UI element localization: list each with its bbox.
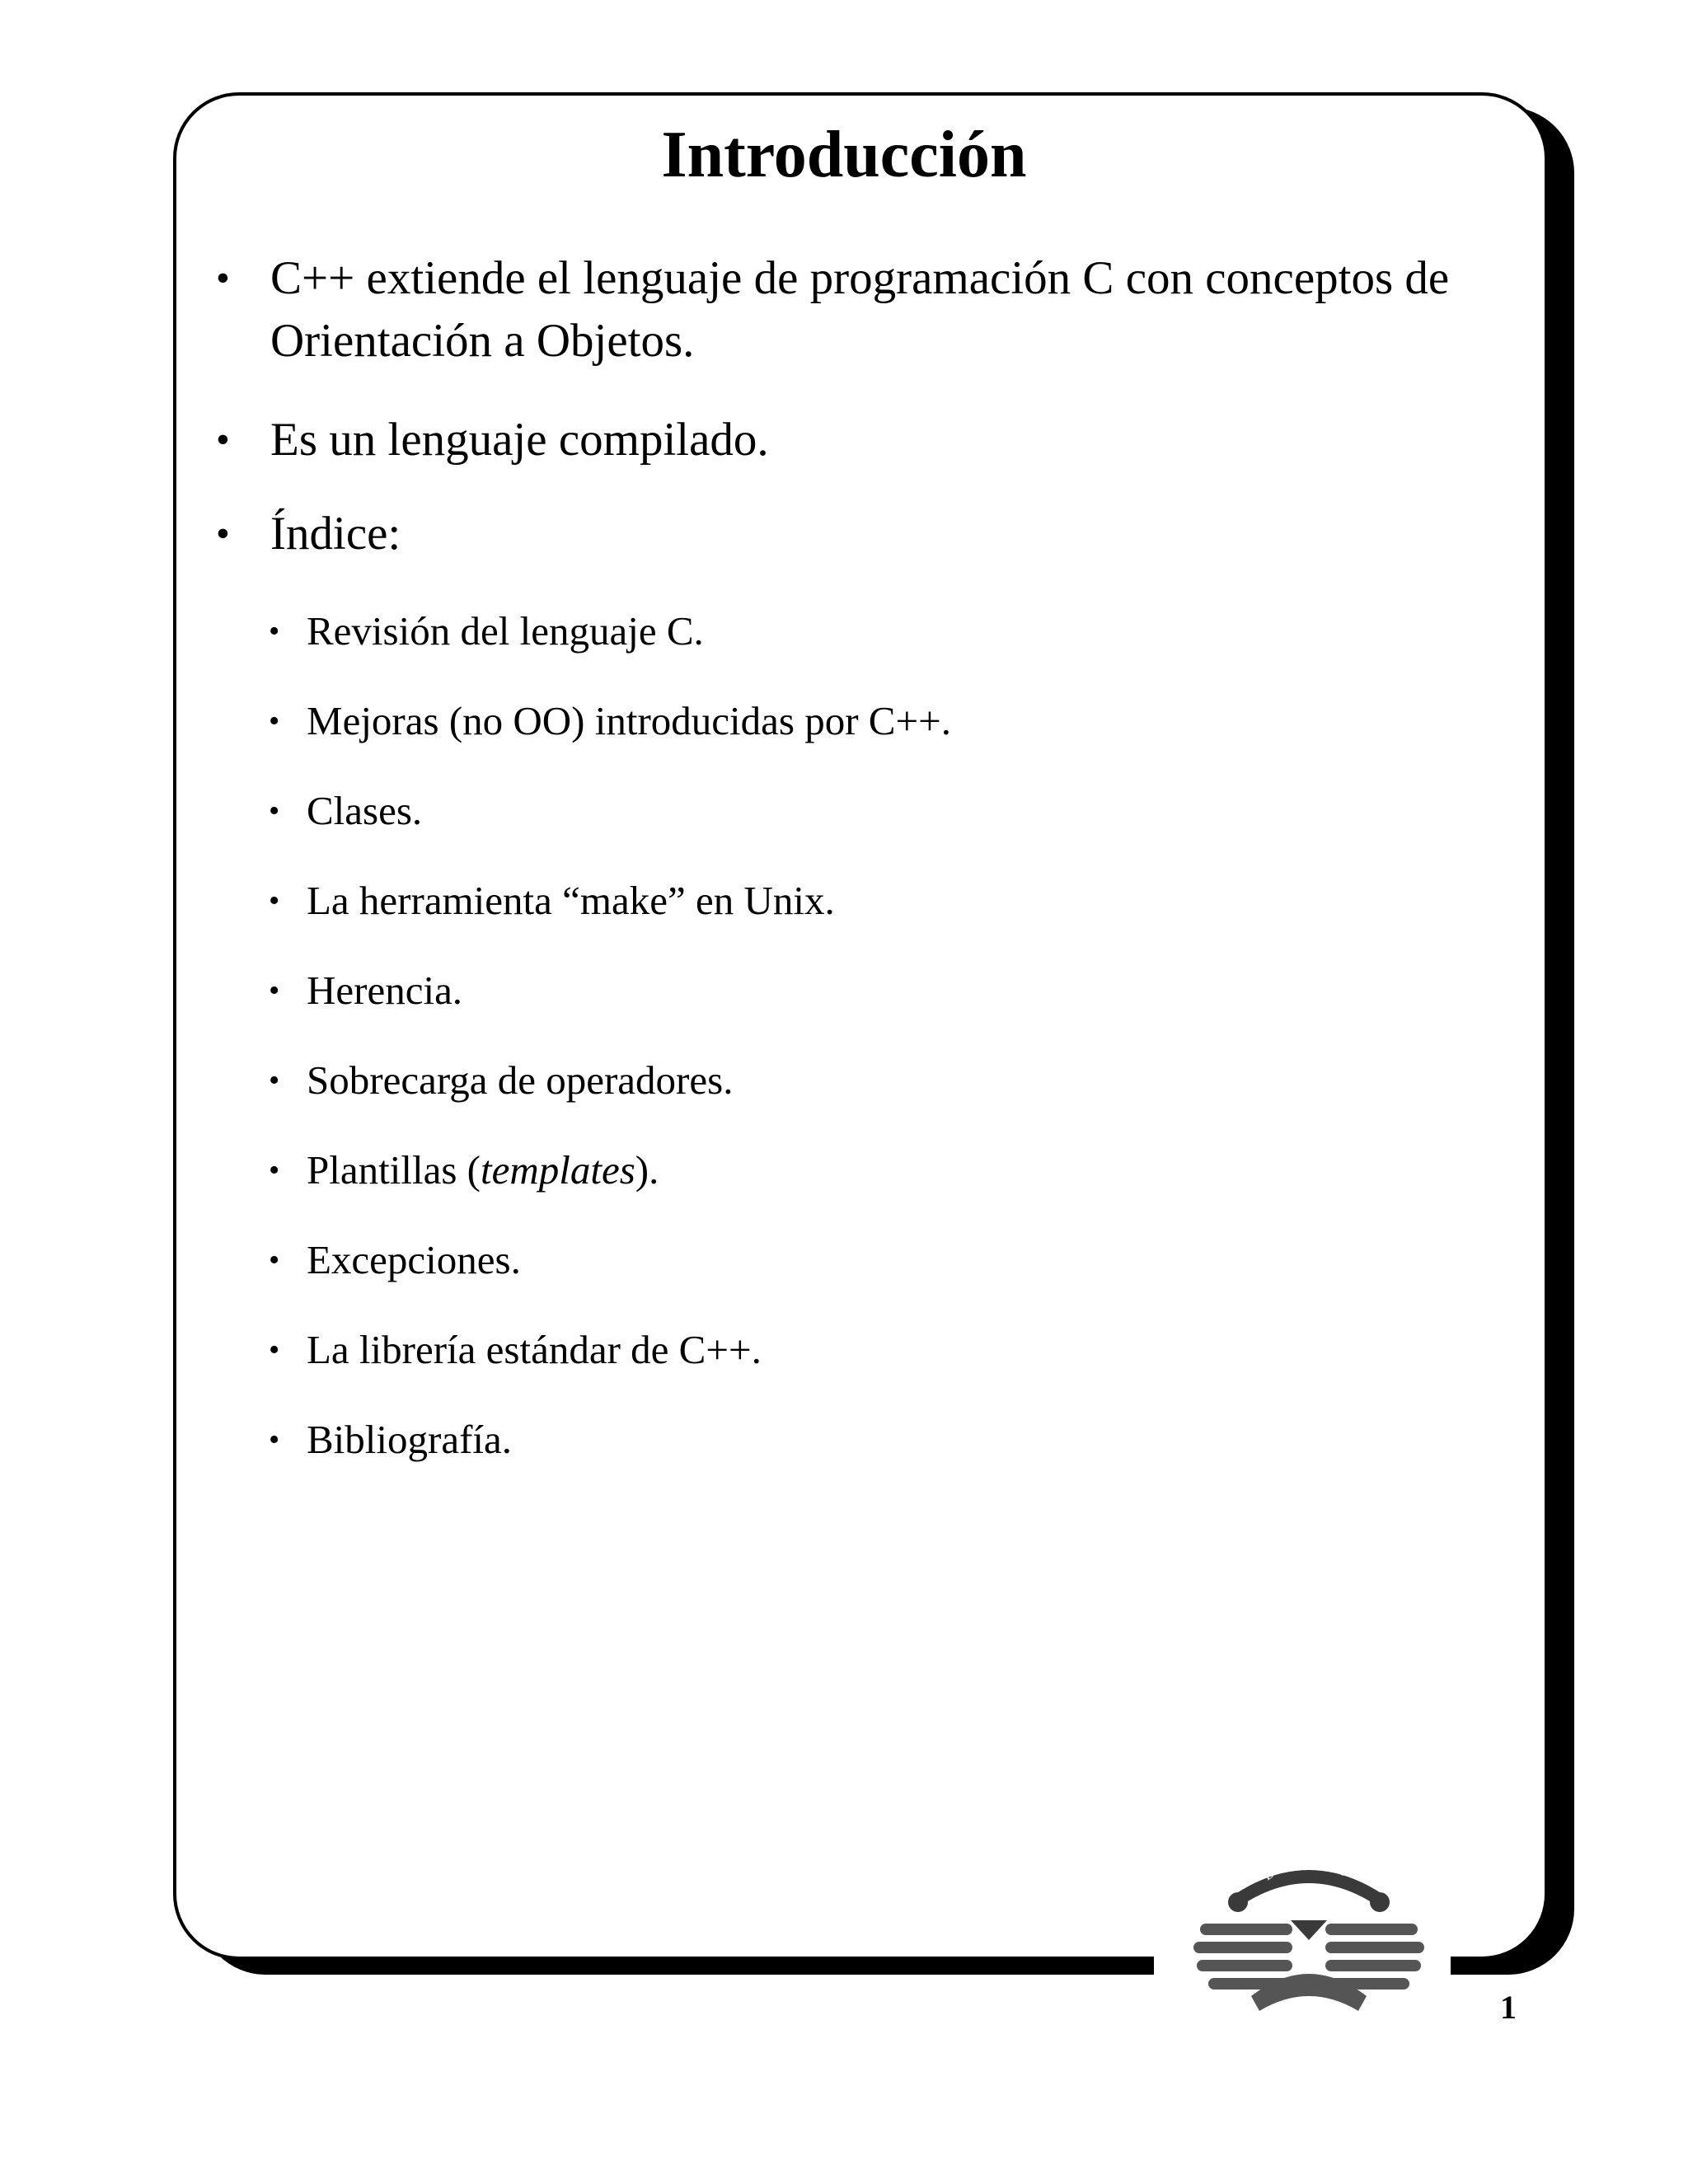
list-item-text: C++ extiende el lenguaje de programación C con conceptos de Orientación a Objetos. xyxy=(270,252,1450,367)
list-item-text: Es un lenguaje compilado. xyxy=(270,414,769,466)
main-bullet-list xyxy=(213,247,1515,565)
index-item-text: Revisión del lenguaje C. xyxy=(307,608,704,654)
index-item-text: La herramienta “make” en Unix. xyxy=(307,878,835,923)
index-item xyxy=(267,966,951,1015)
index-item-text: Sobrecarga de operadores. xyxy=(307,1057,734,1103)
index-item-text: Bibliografía. xyxy=(307,1417,513,1462)
index-item xyxy=(267,1235,951,1285)
bullet-icon: • xyxy=(269,1422,280,1457)
bullet-icon: • xyxy=(269,1243,280,1277)
index-item xyxy=(267,1056,951,1105)
seal-motto: BAC LUCE xyxy=(1261,1854,1352,1884)
bullet-icon: • xyxy=(269,883,280,918)
index-item xyxy=(267,1325,951,1375)
index-item-text: Herencia. xyxy=(307,968,463,1013)
index-item-text: Excepciones. xyxy=(307,1237,521,1282)
bullet-icon: • xyxy=(216,256,230,300)
bullet-icon: • xyxy=(269,614,280,649)
index-item-text: La librería estándar de C++. xyxy=(307,1327,762,1372)
university-seal-icon xyxy=(1185,1828,1432,2018)
slide-title: Introducción xyxy=(661,119,1027,191)
list-item-text: Índice: xyxy=(270,508,401,560)
index-list xyxy=(267,607,951,1505)
bullet-icon: • xyxy=(269,794,280,828)
index-item-text: Plantillas (templates). xyxy=(307,1147,659,1193)
bullet-icon: • xyxy=(216,418,230,462)
index-item xyxy=(267,696,951,746)
index-item xyxy=(267,876,951,926)
bullet-icon: • xyxy=(269,1333,280,1367)
index-item xyxy=(267,607,951,656)
bullet-icon: • xyxy=(216,512,230,555)
index-item xyxy=(267,1146,951,1195)
bullet-icon: • xyxy=(269,973,280,1008)
index-item xyxy=(267,786,951,836)
templates-emphasis: templates xyxy=(480,1147,635,1193)
list-item xyxy=(213,503,1515,565)
bullet-icon: • xyxy=(269,1063,280,1098)
list-item xyxy=(213,409,1515,471)
index-item-text: Clases. xyxy=(307,788,423,833)
page-number: 1 xyxy=(1500,1989,1517,2026)
bullet-icon: • xyxy=(269,704,280,738)
index-item xyxy=(267,1415,951,1465)
index-item-text: Mejoras (no OO) introducidas por C++. xyxy=(307,698,951,743)
list-item xyxy=(213,247,1515,373)
bullet-icon: • xyxy=(269,1153,280,1188)
